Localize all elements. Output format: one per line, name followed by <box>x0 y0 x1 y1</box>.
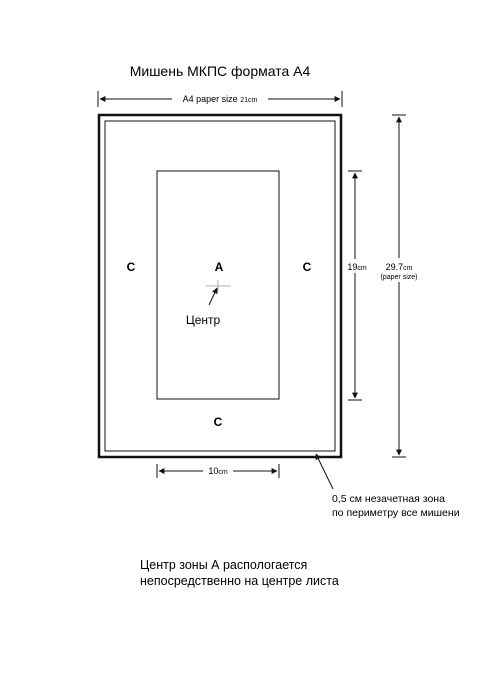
zone-a-width-label: 10cm <box>208 466 228 476</box>
center-pointer-arrow <box>209 288 217 305</box>
caption-line2: непосредственно на центре листа <box>140 574 339 588</box>
diagram-title: Мишень МКПС формата А4 <box>129 63 311 79</box>
paper-width-label: A4 paper size 21cm <box>182 94 258 104</box>
border-note-line2: по периметру все мишени <box>332 507 460 519</box>
zone-a-height-label: 19cm <box>347 262 367 272</box>
zone-c-left-label: C <box>126 260 136 274</box>
paper-height-sublabel: (paper size) <box>380 274 418 281</box>
border-note-pointer-arrow <box>316 454 333 489</box>
paper-height-label: 29.7cm <box>385 262 413 272</box>
zone-c-right-label: C <box>302 260 312 274</box>
caption-line1: Центр зоны А распологается <box>140 558 308 572</box>
zone-c-bottom-label: C <box>213 415 223 429</box>
zone-a-label: A <box>214 260 224 274</box>
border-note-line1: 0,5 см незачетная зона <box>332 493 445 505</box>
center-label: Центр <box>185 313 221 327</box>
